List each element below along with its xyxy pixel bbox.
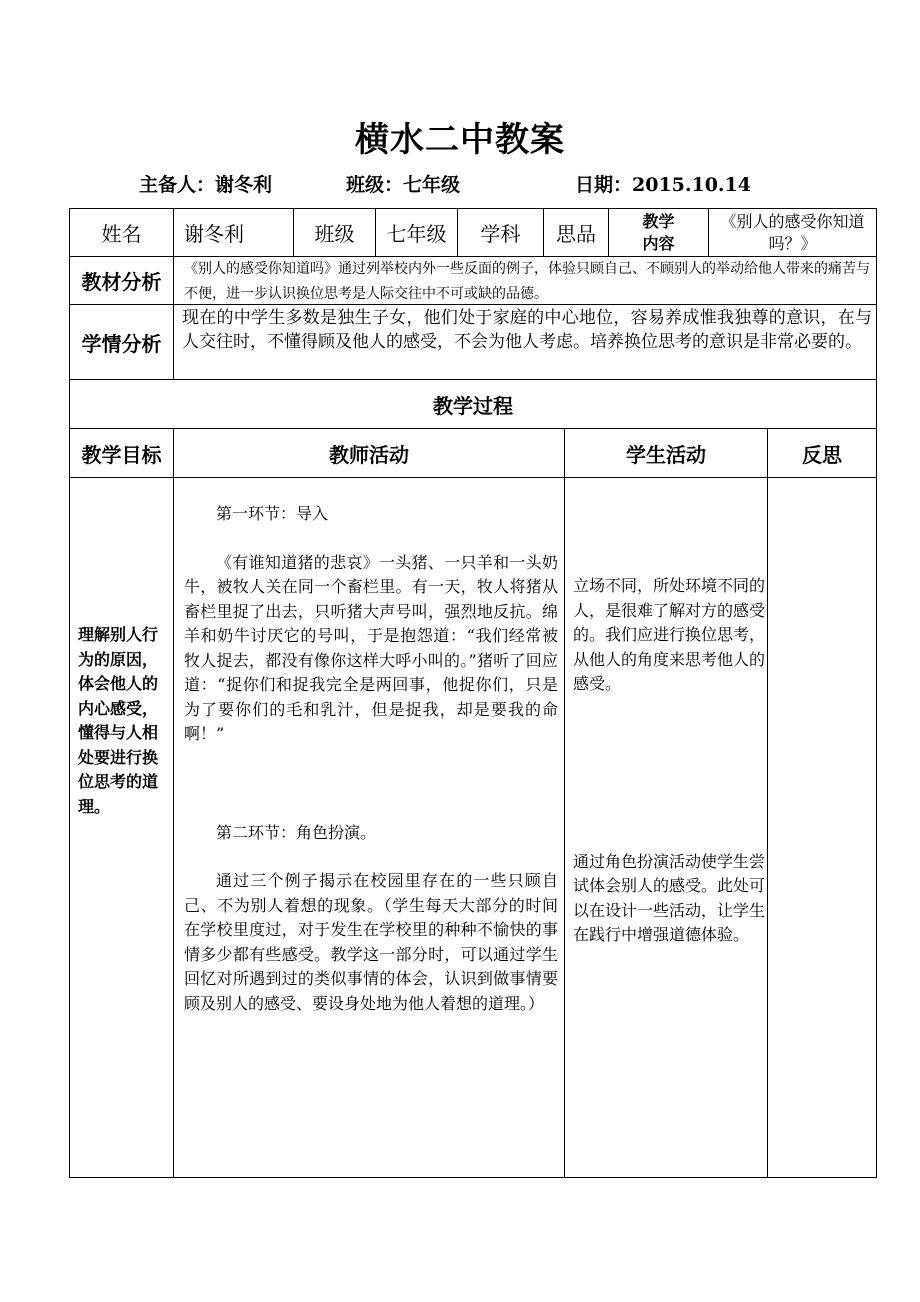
student-analysis-text: 现在的中学生多数是独生子女，他们处于家庭的中心地位，容易养成惟我独尊的意识，在与人交往时，不懂得顾及他人的感受，不会为他人考虑。培养换位思考的意识是非常必要的。 [173, 304, 877, 380]
goal-cell: 理解别人行为的原因，体会他人的内心感受，懂得与人相处要进行换位思考的道理。 [69, 477, 174, 1178]
teacher-activity-cell [173, 477, 565, 1178]
grade-info: 班级：七年级 [346, 174, 461, 196]
student-activity-2: 通过角色扮演活动使学生尝试体会别人的感受。此处可以在设计一些活动，让学生在践行中增强道德体验。 [573, 851, 766, 944]
student-activity-header: 学生活动 [564, 428, 768, 478]
section1-title: 第一环节：导入 [216, 504, 329, 523]
reflection-header: 反思 [767, 428, 877, 478]
page-title: 横水二中教案 [355, 120, 565, 160]
reflection-cell [767, 477, 877, 1178]
subject-value: 思品 [543, 208, 609, 257]
section2-title: 第二环节：角色扮演。 [216, 822, 377, 842]
section1-text: 《有谁知道猪的悲哀》一头猪、一只羊和一头奶牛，被牧人关在同一个畜栏里。有一天，牧人将猪从畜栏里捉了出去，只听猪大声号叫，强烈地反抗。绵羊和奶牛讨厌它的号叫，于是抱怨道：“我们经常被牧人捉去，都没有像你这样大呼小叫的。”猪听了回应道：“捉你们和捉我完全是两回事，他捉你们，只是为了要你们的毛和乳汁，但是捉我，却是要我的命啊！” [184, 552, 558, 743]
class-label: 班级 [293, 208, 376, 257]
process-title: 教学过程 [69, 379, 877, 429]
date-info: 日期：2015.10.14 [575, 174, 751, 196]
subject-label: 学科 [457, 208, 544, 257]
teacher-activity-header: 教师活动 [173, 428, 565, 478]
name-label: 姓名 [69, 208, 174, 257]
material-analysis-label: 教材分析 [69, 256, 174, 305]
section2-text: 通过三个例子揭示在校园里存在的一些只顾自己、不为别人着想的现象。（学生每天大部分的时间在学校里度过，对于发生在学校里的种种不愉快的事情多少都有些感受。教学这一部分时，可以通过学生回忆对所遇到过的类似事情的体会，认识到做事情要顾及别人的感受、要设身处地为他人着想的道理。） [184, 871, 558, 1013]
name-value: 谢冬利 [173, 208, 294, 257]
student-activity-cell [564, 477, 768, 1178]
content-value: 《别人的感受你知道吗？》 [708, 208, 877, 257]
student-activity-1: 立场不同，所处环境不同的人，是很难了解对方的感受的。我们应进行换位思考，从他人的角度来思考他人的感受。 [573, 576, 766, 693]
preparer-info: 主备人：谢冬利 [139, 174, 273, 196]
class-value: 七年级 [375, 208, 458, 257]
content-label: 教学内容 [608, 208, 709, 257]
material-analysis-text: 《别人的感受你知道吗》通过列举校内外一些反面的例子，体验只顾自己、不顾别人的举动给他人带来的痛苦与不便，进一步认识换位思考是人际交往中不可或缺的品德。 [173, 256, 877, 305]
student-analysis-label: 学情分析 [69, 304, 174, 380]
lesson-plan-table [69, 208, 877, 1178]
goal-header: 教学目标 [69, 428, 174, 478]
